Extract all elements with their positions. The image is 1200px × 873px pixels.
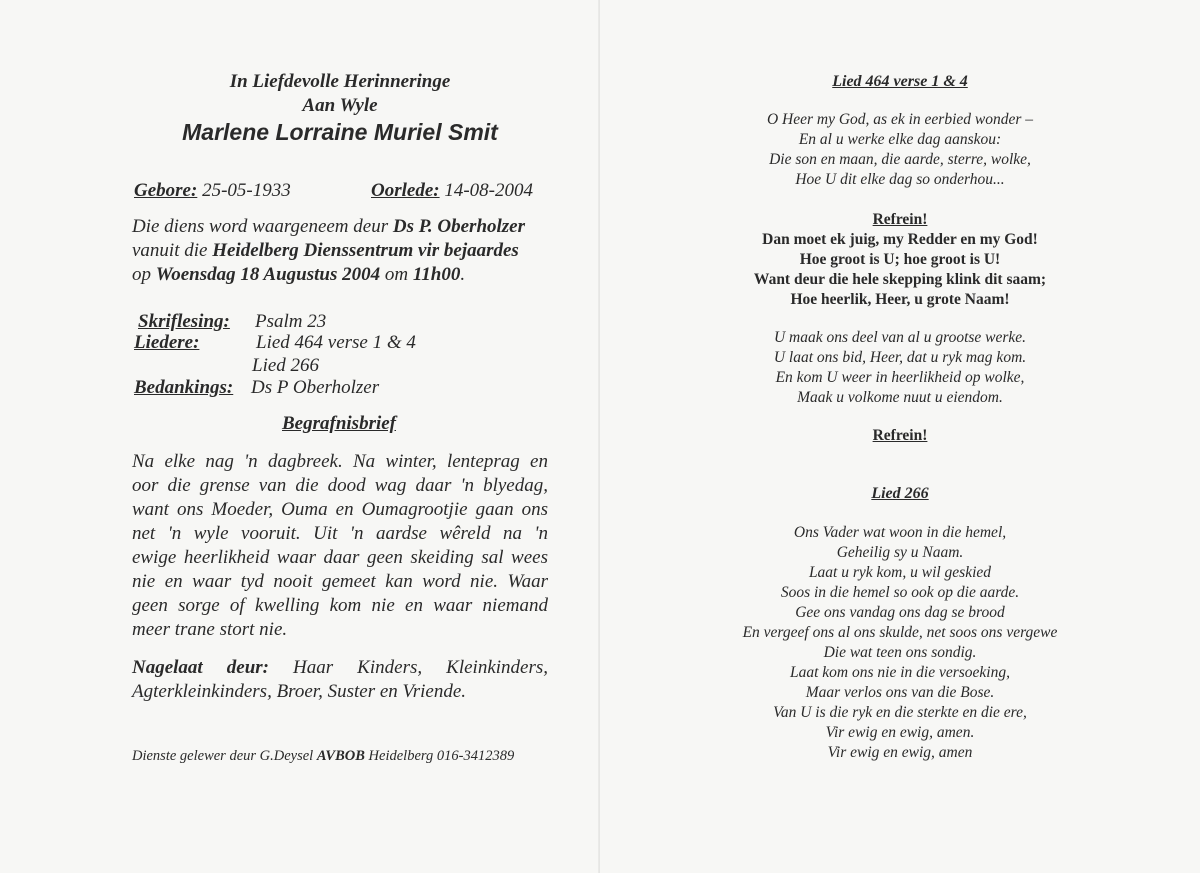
reading-value: Psalm 23 <box>255 311 327 332</box>
thanks-value: Ds P Oberholzer <box>251 377 380 398</box>
letter-text: Na elke nag 'n dagbreek. Na winter, lenteprag en oor die grense van die dood wag daar 'n blyedag, want ons Moeder, Ouma en Oumagrootjie gaan ons net 'n wyle vooruit. Uit 'n aardse wêreld na 'n ewige heerlikheid waar daar geen skeiding sal wees nie en waar tyd nooit gemeet kan word nie. Waar geen sorge of kwelling kom nie en waar niemand meer trane stort nie. <box>132 451 548 640</box>
songs-label: Liedere: <box>134 332 200 353</box>
refrain-text: Dan moet ek juig, my Redder en my God! Hoe groot is U; hoe groot is U! Want deur die hele skepping klink dit saam; Hoe heerlik, Heer, u grote Naam! <box>753 231 1047 308</box>
died-date: 14-08-2004 <box>444 180 533 201</box>
avbob-brand: AVBOB <box>316 748 365 764</box>
service-date: Woensdag 18 Augustus 2004 <box>155 264 381 285</box>
hymn-464-verse-1: O Heer my God, as ek in eerbied wonder – En al u werke elke dag aanskou: Die son en maan, die aarde, sterre, wolke, Hoe U dit elke dag so onderhou... <box>766 111 1034 188</box>
service-venue: Heidelberg Dienssentrum vir bejaardes <box>212 240 519 261</box>
funeral-services-credit: Dienste gelewer deur G.Deysel AVBOB Heidelberg 016-3412389 <box>132 748 515 764</box>
song-1: Lied 464 verse 1 & 4 <box>256 332 416 353</box>
minister-name: Ds P. Oberholzer <box>392 216 526 237</box>
thanks-label: Bedankings: <box>134 377 234 398</box>
died-row <box>371 179 533 203</box>
refrain-label-repeat: Refrein! <box>872 427 928 444</box>
hymn-464-verse-4: U maak ons deel van al u grootse werke. U laat ons bid, Heer, dat u ryk mag kom. En kom U weer in heerlikheid op wolke, Maak u volkome nuut u eiendom. <box>773 329 1027 406</box>
right-page <box>600 0 1200 873</box>
hymn-464-title: Lied 464 verse 1 & 4 <box>832 73 968 90</box>
memorial-heading: In Liefdevolle Herinneringe <box>229 71 451 92</box>
born-row <box>134 179 291 203</box>
died-label: Oorlede: <box>371 180 440 201</box>
hymn-266-title: Lied 266 <box>871 485 929 502</box>
letter-title: Begrafnisbrief <box>282 413 396 434</box>
survived-by: Nagelaat deur: Haar Kinders, Kleinkinders, Agterkleinkinders, Broer, Suster en Vriende. <box>132 657 548 702</box>
song-2: Lied 266 <box>252 355 320 376</box>
deceased-name: Marlene Lorraine Muriel Smit <box>182 119 498 145</box>
reading-label: Skriflesing: <box>138 311 230 332</box>
service-time: 11h00 <box>412 264 461 285</box>
refrain-label: Refrein! <box>872 211 928 228</box>
lords-prayer-text: Ons Vader wat woon in die hemel, Geheilig sy u Naam. Laat u ryk kom, u wil geskied Soos in die hemel so ook op die aarde. Gee ons vandag ons dag se brood En vergeef ons al ons skulde, net soos ons vergewe Die wat teen ons sondig. Laat kom ons nie in die versoeking, Maar verlos ons van die Bose. Van U is die ryk en die sterkte en die ere, Vir ewig en ewig, amen. Vir ewig en ewig, amen <box>742 524 1058 761</box>
born-date: 25-05-1933 <box>202 180 291 201</box>
memorial-subheading: Aan Wyle <box>302 95 378 116</box>
service-details: Die diens word waargeneem deur Ds P. Oberholzer vanuit die Heidelberg Dienssentrum vir bejaardes op Woensdag 18 Augustus 2004 om 11h00. <box>132 216 526 285</box>
born-label: Gebore: <box>134 180 198 201</box>
